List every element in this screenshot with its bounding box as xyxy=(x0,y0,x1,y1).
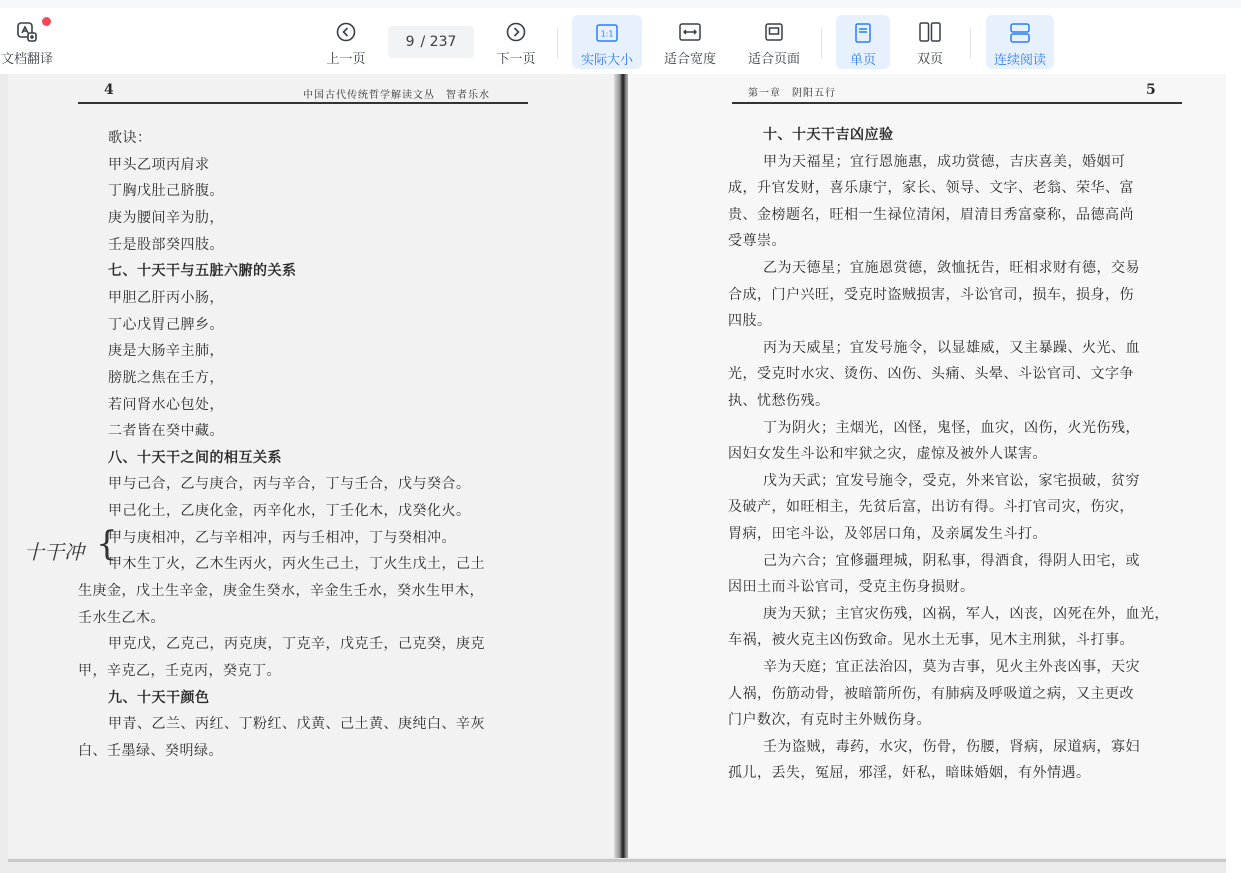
left-page xyxy=(8,74,620,858)
text-line: 甲胆乙肝丙小肠， xyxy=(108,289,224,306)
single-page-icon xyxy=(851,21,875,45)
left-header-rule xyxy=(78,102,528,104)
text-line: 因妇女发生斗讼和牢狱之灾，虚惊及被外人谋害。 xyxy=(728,446,1047,463)
text-line: 丁胸戊肚己脐腹。 xyxy=(108,183,224,200)
left-page-number: 4 xyxy=(104,82,114,98)
continuous-reading-label: 连续阅读 xyxy=(993,53,1046,68)
text-line: 膀胱之焦在壬方， xyxy=(108,369,224,386)
section-heading: 八、十天干之间的相互关系 xyxy=(108,449,282,466)
chevron-right-circle-icon xyxy=(504,20,528,44)
text-line: 甲与庚相冲，乙与辛相冲，丙与壬相冲，丁与癸相冲。 xyxy=(108,529,456,546)
section-heading: 十、十天干吉凶应验 xyxy=(763,127,894,143)
notification-dot xyxy=(42,17,51,26)
right-header-rule xyxy=(732,102,1182,104)
text-line: 戊为天武；宜发号施令，受克，外来官讼，家宅损破，贫穷 xyxy=(763,472,1140,489)
right-page-number: 5 xyxy=(1146,82,1156,98)
next-page-label: 下一页 xyxy=(496,52,536,67)
left-page-header: 中国古代传统哲学解读文丛 智者乐水 xyxy=(303,90,490,101)
text-line: 庚为天狱；主官灾伤残，凶祸，军人，凶丧，凶死在外，血光， xyxy=(763,605,1169,622)
right-page-header: 第一章 阴阳五行 xyxy=(748,88,836,99)
doc-translate-label: 文档翻译 xyxy=(0,52,53,67)
text-line: 受尊崇。 xyxy=(728,233,786,250)
text-line: 胃病，田宅斗讼，及邻居口角，及亲属发生斗打。 xyxy=(728,526,1047,542)
actual-size-button[interactable] xyxy=(572,15,642,69)
document-viewer[interactable] xyxy=(0,74,1241,873)
fit-page-icon xyxy=(762,20,786,44)
toolbar-divider xyxy=(557,28,558,58)
text-line: 庚是大肠辛主肺， xyxy=(108,343,224,360)
text-line: 甲克戊，乙克己，丙克庚，丁克辛，戊克壬，己克癸，庚克 xyxy=(108,636,485,653)
text-line: 光，受克时水灾、烫伤、凶伤、头痛、头晕、斗讼官司、文字争 xyxy=(728,366,1134,383)
prev-page-button[interactable] xyxy=(322,18,370,70)
text-line: 壬是股部癸四肢。 xyxy=(108,236,224,253)
right-page xyxy=(628,74,1226,858)
fit-page-button[interactable] xyxy=(740,18,808,70)
prev-page-label: 上一页 xyxy=(326,52,366,67)
toolbar-divider xyxy=(821,28,822,58)
fit-width-label: 适合宽度 xyxy=(663,52,716,67)
double-page-icon xyxy=(918,20,942,44)
toolbar xyxy=(0,0,1241,74)
text-line: 丁心戊胃己脾乡。 xyxy=(108,316,224,333)
toolbar-top-strip xyxy=(0,0,1241,8)
text-line: 辛为天庭；宜正法治囚，莫为吉事，见火主外丧凶事，天灾 xyxy=(763,659,1140,675)
text-line: 甲头乙项丙肩求 xyxy=(108,156,210,173)
section-heading: 九、十天干颜色 xyxy=(108,689,210,706)
double-page-button[interactable] xyxy=(904,18,956,70)
text-line: 甲青、乙兰、丙红、丁粉红、戊黄、己土黄、庚纯白、辛灰 xyxy=(108,716,485,733)
handwritten-note: 十干冲 xyxy=(24,540,84,564)
text-line: 人祸，伤筋动骨，被暗箭所伤，有肺病及呼吸道之病，又主更改 xyxy=(728,685,1134,702)
current-page-input[interactable]: 9 xyxy=(405,34,415,50)
text-line: 贵、金榜题名，旺相一生禄位清闲，眉清目秀富豪称，品德高尚 xyxy=(728,206,1134,223)
text-line: 甲木生丁火，乙木生丙火，丙火生己土，丁火生戊土，己土 xyxy=(108,556,485,573)
text-line: 壬为盗贼，毒药，水灾，伤骨，伤腰，肾病，尿道病，寡妇 xyxy=(763,738,1140,755)
text-line: 因田土而斗讼官司，受克主伤身损财。 xyxy=(728,579,975,596)
text-line: 合成，门户兴旺，受克时盗贼损害，斗讼官司，损车，损身，伤 xyxy=(728,286,1134,303)
text-line: 若问肾水心包处， xyxy=(108,396,224,413)
continuous-reading-icon xyxy=(1008,21,1032,45)
text-line: 丙为天威星；宜发号施令，以显雄威，又主暴躁、火光、血 xyxy=(763,339,1140,356)
chevron-left-circle-icon xyxy=(334,20,358,44)
text-line: 甲与己合，乙与庚合，丙与辛合，丁与壬合，戊与癸合。 xyxy=(108,476,471,493)
actual-size-label: 实际大小 xyxy=(580,53,633,68)
double-page-label: 双页 xyxy=(916,52,943,67)
text-line: 歌诀： xyxy=(108,130,152,146)
fit-page-label: 适合页面 xyxy=(747,52,800,67)
fit-width-button[interactable] xyxy=(656,18,724,70)
text-line: 车祸，被火克主凶伤致命。见水土无事，见木主刑狱，斗打事。 xyxy=(728,632,1134,649)
section-heading: 七、十天干与五脏六腑的关系 xyxy=(108,263,297,280)
text-line: 己为六合；宜修疆理城，阴私事，得酒食，得阴人田宅，或 xyxy=(763,552,1140,569)
toolbar-divider xyxy=(970,28,971,58)
translate-icon xyxy=(15,20,39,44)
text-line: 壬水生乙木。 xyxy=(78,609,165,626)
fit-width-icon xyxy=(678,20,702,44)
text-line: 门户数次，有克时主外贼伤身。 xyxy=(728,712,931,729)
viewer-right-edge xyxy=(1226,74,1241,873)
total-pages: / 237 xyxy=(420,34,457,50)
text-line: 甲，辛克乙，壬克丙，癸克丁。 xyxy=(78,663,281,679)
text-line: 四肢。 xyxy=(728,313,772,330)
text-line: 孤儿，丢失，冤屈，邪淫，奸私，暗昧婚姻，有外情遇。 xyxy=(728,765,1091,782)
next-page-button[interactable] xyxy=(492,18,540,70)
text-line: 白、壬墨绿、癸明绿。 xyxy=(78,742,223,759)
actual-size-icon xyxy=(595,21,619,45)
continuous-reading-button[interactable] xyxy=(986,15,1054,69)
text-line: 甲为天福星；宜行恩施惠，成功赏德，吉庆喜美，婚姻可 xyxy=(763,153,1126,170)
text-line: 生庚金，戊土生辛金，庚金生癸水，辛金生壬水，癸水生甲木， xyxy=(78,583,484,600)
text-line: 执、忧愁伤残。 xyxy=(728,393,830,409)
actual-size-glyph: 1:1 xyxy=(600,29,614,39)
single-page-button[interactable] xyxy=(836,15,890,69)
text-line: 甲己化土，乙庚化金，丙辛化水，丁壬化木，戊癸化火。 xyxy=(108,503,471,520)
text-line: 成，升官发财，喜乐康宁，家长、领导、文字、老翁、荣华、富 xyxy=(728,180,1134,197)
page-bottom-edge xyxy=(8,859,1226,862)
handwritten-bracket: { xyxy=(96,524,118,564)
page-number-field[interactable] xyxy=(388,26,474,58)
text-line: 及破产，如旺相主，先贫后富，出访有得。斗打官司灾，伤灾， xyxy=(728,499,1134,516)
text-line: 二者皆在癸中藏。 xyxy=(108,423,224,440)
single-page-label: 单页 xyxy=(849,53,876,68)
text-line: 庚为腰间辛为肋， xyxy=(108,209,224,226)
text-line: 乙为天德星；宜施恩赏德，敛恤抚告，旺相求财有德，交易 xyxy=(763,260,1140,276)
text-line: 丁为阴火；主烟光，凶怪，鬼怪，血灾，凶伤，火光伤残， xyxy=(763,419,1140,436)
